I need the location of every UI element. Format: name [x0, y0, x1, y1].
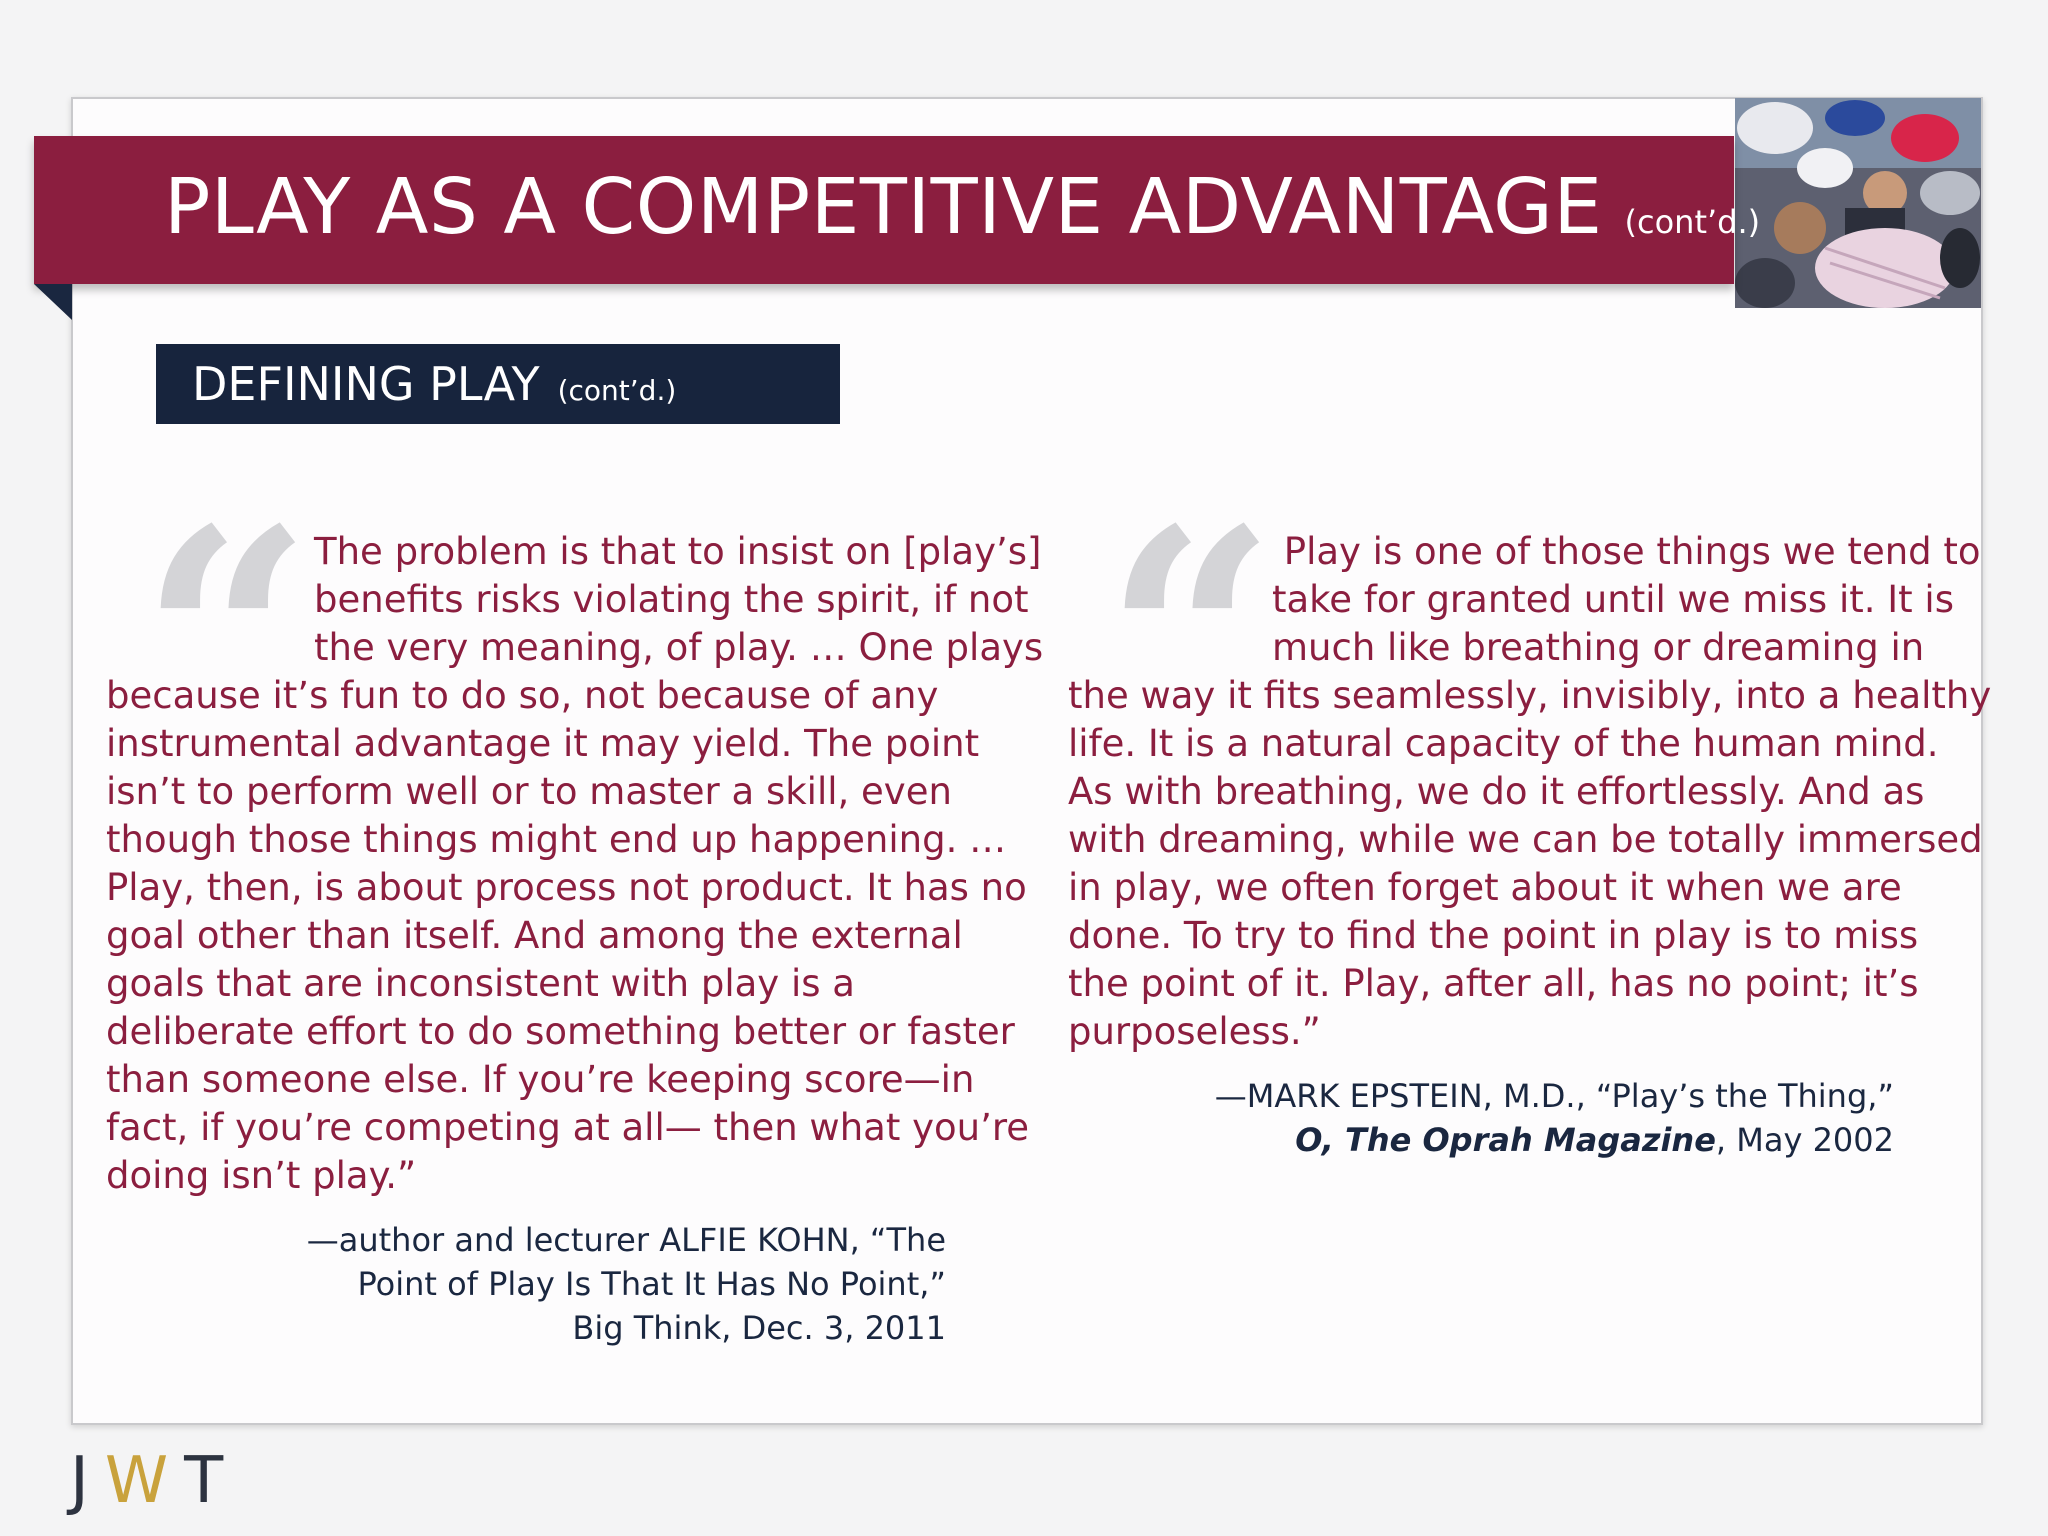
left-quote-line: goal other than itself. And among the external [106, 914, 963, 957]
right-quote-line: with dreaming, while we can be totally immersed [1068, 818, 1983, 861]
right-quote-line: done. To try to find the point in play is to miss [1068, 914, 1919, 957]
jwt-logo-w: W [104, 1444, 185, 1518]
left-quote-line: isn’t to perform well or to master a skill, even [106, 770, 952, 813]
right-quote-line: purposeless.” [1068, 1010, 1321, 1053]
right-attribution-publication: O, The Oprah Magazine [1295, 1121, 1716, 1159]
jwt-logo [70, 1446, 239, 1516]
right-quote-line: As with breathing, we do it effortlessly. And as [1068, 770, 1925, 813]
section-subtitle [192, 358, 676, 417]
left-quote-line: The problem is that to insist on [play’s] [314, 530, 1042, 573]
right-quote-line: the way it fits seamlessly, invisibly, into a healthy [1068, 674, 1992, 717]
left-quote-line: because it’s fun to do so, not because of any [106, 674, 939, 717]
right-attribution-line [1295, 1118, 1894, 1162]
right-quote-line: life. It is a natural capacity of the human mind. [1068, 722, 1939, 765]
section-subtitle-text: DEFINING PLAY [192, 357, 540, 411]
left-attribution-line: —author and lecturer ALFIE KOHN, “The [306, 1221, 946, 1259]
left-quote-line: deliberate effort to do something better or faster [106, 1010, 1015, 1053]
right-quote-line: take for granted until we miss it. It is [1272, 578, 1954, 621]
left-quote-line: than someone else. If you’re keeping score—in [106, 1058, 975, 1101]
right-attribution-line: —MARK EPSTEIN, M.D., “Play’s the Thing,” [1214, 1077, 1894, 1115]
left-quote-line: Play, then, is about process not product. It has no [106, 866, 1027, 909]
slide-title-text: PLAY AS A COMPETITIVE ADVANTAGE [164, 163, 1603, 252]
subtitle-bar [156, 344, 840, 424]
section-subtitle-suffix: (cont’d.) [557, 374, 677, 407]
slide-title [164, 158, 1760, 272]
banner-fold [34, 284, 72, 320]
left-quote-line: benefits risks violating the spirit, if not [314, 578, 1029, 621]
jwt-logo-j: J [70, 1444, 105, 1518]
right-quote-mark-icon: “ [1104, 463, 1277, 816]
left-quote-line: though those things might end up happening. … [106, 818, 1007, 861]
right-quote-line: the point of it. Play, after all, has no point; it’s [1068, 962, 1919, 1005]
left-quote-line: fact, if you’re competing at all— then what you’re [106, 1106, 1029, 1149]
title-banner [34, 136, 1761, 284]
left-quote-line: the very meaning, of play. … One plays [314, 626, 1044, 669]
left-attribution-line: Big Think, Dec. 3, 2011 [572, 1309, 946, 1347]
jwt-logo-t: T [184, 1444, 240, 1518]
left-quote-line: instrumental advantage it may yield. The point [106, 722, 980, 765]
left-quote-line: goals that are inconsistent with play is a [106, 962, 855, 1005]
right-quote-line: much like breathing or dreaming in [1272, 626, 1925, 669]
left-attribution-line: Point of Play Is That It Has No Point,” [357, 1265, 946, 1303]
right-attribution-date: , May 2002 [1715, 1121, 1894, 1159]
pillow-fight-photo [1735, 98, 1981, 308]
left-quote-line: doing isn’t play.” [106, 1154, 417, 1197]
right-quote-line: Play is one of those things we tend to [1272, 530, 1981, 573]
left-quote-mark-icon: “ [140, 463, 313, 816]
slide-title-suffix: (cont’d.) [1624, 203, 1761, 241]
right-quote-line: in play, we often forget about it when we are [1068, 866, 1902, 909]
